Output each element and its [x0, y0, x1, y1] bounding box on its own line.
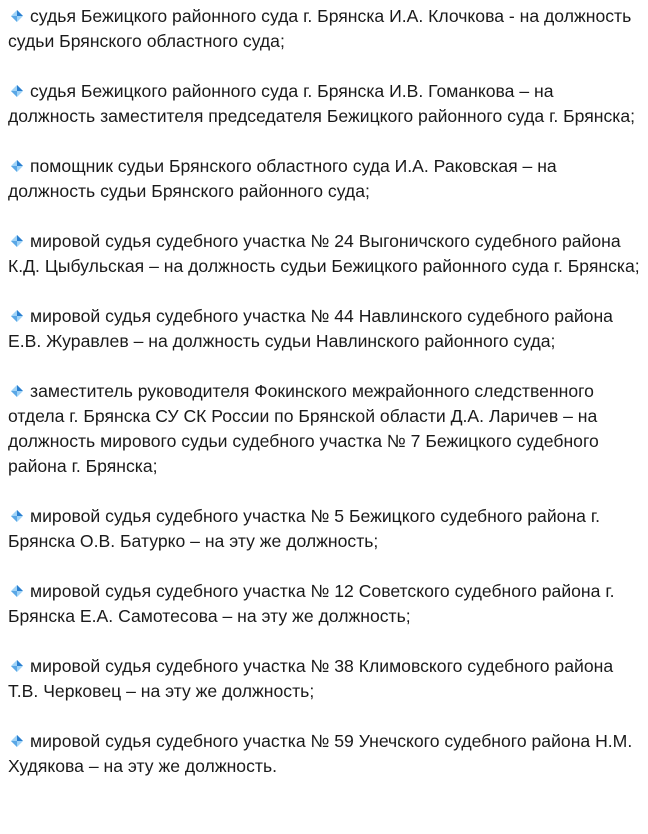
list-item	[8, 154, 640, 204]
list-item	[8, 729, 640, 779]
small-blue-diamond-icon	[10, 84, 24, 98]
list-item-text: мировой судья судебного участка № 44 Навлинского судебного района Е.В. Журавлев – на должность судьи Навлинского районного суда;	[8, 306, 613, 351]
list-item-text: судья Бежицкого районного суда г. Брянска И.А. Клочкова - на должность судьи Брянского областного суда;	[8, 6, 632, 51]
list-item	[8, 379, 640, 479]
list-item	[8, 4, 640, 54]
list-item-text: заместитель руководителя Фокинского межрайонного следственного отдела г. Брянска СУ СК России по Брянской области Д.А. Ларичев – на должность мирового судьи судебного участка № 7 Бежицкого судебного района г. Брянска;	[8, 381, 599, 476]
appointments-list	[8, 4, 640, 804]
list-item	[8, 229, 640, 279]
list-item-text: помощник судьи Брянского областного суда И.А. Раковская – на должность судьи Брянского районного суда;	[8, 156, 557, 201]
list-item	[8, 304, 640, 354]
small-blue-diamond-icon	[10, 584, 24, 598]
list-item	[8, 79, 640, 129]
small-blue-diamond-icon	[10, 509, 24, 523]
small-blue-diamond-icon	[10, 734, 24, 748]
list-item	[8, 654, 640, 704]
list-item-text: мировой судья судебного участка № 5 Бежицкого судебного района г. Брянска О.В. Батурко – на эту же должность;	[8, 506, 600, 551]
small-blue-diamond-icon	[10, 309, 24, 323]
small-blue-diamond-icon	[10, 159, 24, 173]
list-item-text: мировой судья судебного участка № 24 Выгоничского судебного района К.Д. Цыбульская – на должность судьи Бежицкого районного суда г. Брянска;	[8, 231, 640, 276]
list-item	[8, 504, 640, 554]
list-item-text: мировой судья судебного участка № 59 Унечского судебного района Н.М. Худякова – на эту же должность.	[8, 731, 633, 776]
list-item-text: мировой судья судебного участка № 12 Советского судебного района г. Брянска Е.А. Самотесова – на эту же должность;	[8, 581, 615, 626]
small-blue-diamond-icon	[10, 659, 24, 673]
small-blue-diamond-icon	[10, 9, 24, 23]
list-item	[8, 579, 640, 629]
list-item-text: судья Бежицкого районного суда г. Брянска И.В. Гоманкова – на должность заместителя председателя Бежицкого районного суда г. Брянска;	[8, 81, 636, 126]
small-blue-diamond-icon	[10, 384, 24, 398]
list-item-text: мировой судья судебного участка № 38 Климовского судебного района Т.В. Черковец – на эту же должность;	[8, 656, 614, 701]
small-blue-diamond-icon	[10, 234, 24, 248]
